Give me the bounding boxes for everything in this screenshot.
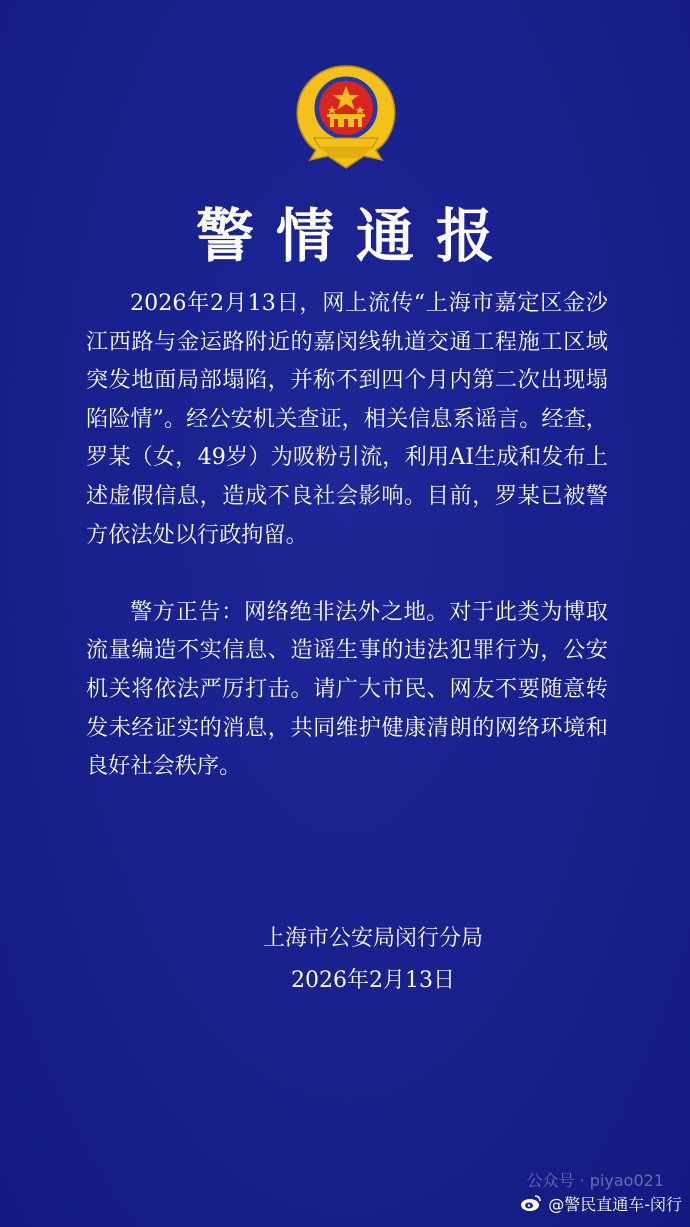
notice-title: 警情通报 xyxy=(195,202,516,270)
issuing-organization: 上海市公安局闵行分局 xyxy=(262,926,483,951)
body-paragraph-1: 2026年2月13日，网上流传“上海市嘉定区金沙江西路与金运路附近的嘉闵线轨道交通工程施工区域突发地面局部塌陷，并称不到四个月内第二次出现塌陷险情”。经公安机关查证，相关信息系谣言。经查，罗某（女，49岁）为吸粉引流，利用AI生成和发布上述虚假信息，造成不良社会影响。目前，罗某已被警方依法处以行政拘留。 xyxy=(86,290,608,548)
body-paragraph-2: 警方正告：网络绝非法外之地。对于此类为博取流量编造不实信息、造谣生事的违法犯罪行为，公安机关将依法严厉打击。请广大市民、网友不要随意转发未经证实的消息，共同维护健康清朗的网络环境和良好社会秩序。 xyxy=(86,598,608,780)
police-emblem-icon xyxy=(290,64,402,172)
watermark xyxy=(520,1189,682,1217)
notice-body xyxy=(86,284,608,786)
watermark-faint-text: 公众号 · piyao021 xyxy=(526,1171,664,1190)
watermark-text: @警民直通车-闵行 xyxy=(548,1194,682,1214)
weibo-icon xyxy=(520,1194,542,1212)
issue-date: 2026年2月13日 xyxy=(291,968,455,993)
